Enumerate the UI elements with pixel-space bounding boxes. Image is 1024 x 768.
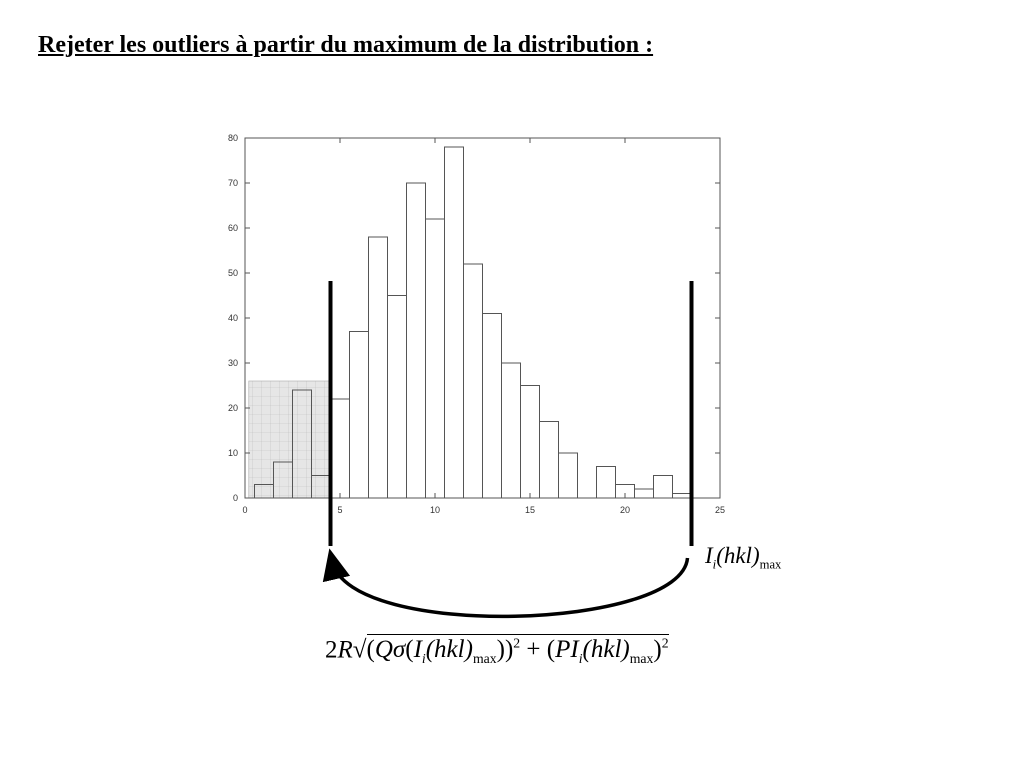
sqrt-icon: √ (352, 636, 367, 664)
formula-close3: ) (653, 636, 662, 664)
imax-args: (hkl) (716, 543, 760, 568)
y-tick-label-10: 10 (227, 448, 238, 458)
x-tick-label-15: 15 (524, 505, 536, 515)
y-tick-label-0: 0 (232, 493, 238, 503)
formula-sub-i: i (421, 651, 426, 667)
formula-p: P (555, 636, 571, 664)
x-tick-label-5: 5 (337, 505, 343, 515)
y-tick-label-60: 60 (227, 223, 238, 233)
formula-plus: + (520, 636, 547, 664)
histogram-bar-13 (502, 363, 521, 498)
histogram-bar-21 (673, 494, 692, 499)
imax-label (705, 543, 781, 573)
histogram-bar-16 (559, 453, 578, 498)
formula-open1: ( (366, 636, 375, 664)
formula-sigma: σ (392, 636, 406, 664)
threshold-formula (325, 636, 669, 667)
histogram-bar-14 (521, 386, 540, 499)
shaded-outlier-region (249, 381, 331, 498)
formula-i2: I (570, 636, 579, 664)
curved-arrow (333, 558, 688, 616)
formula-hkl: (hkl) (425, 636, 473, 664)
formula-sq1: 2 (513, 636, 521, 651)
y-tick-label-40: 40 (227, 313, 238, 323)
x-tick-label-25: 25 (714, 505, 726, 515)
histogram-bar-10 (445, 147, 464, 498)
histogram-bar-15 (540, 422, 559, 499)
y-tick-label-50: 50 (227, 268, 238, 278)
x-tick-label-0: 0 (242, 505, 248, 515)
formula-open3: ( (546, 636, 556, 664)
histogram-bar-17 (597, 467, 616, 499)
y-tick-label-70: 70 (227, 178, 238, 188)
imax-sub-i: i (712, 557, 717, 572)
formula-i: I (413, 636, 422, 664)
histogram-bar-5 (350, 332, 369, 499)
histogram-bar-7 (388, 296, 407, 499)
slide-title: Rejeter les outliers à partir du maximum de la distribution : (38, 32, 654, 58)
y-tick-label-80: 80 (227, 133, 238, 143)
formula-coef: 2 (325, 636, 338, 664)
cutoff-layer (331, 281, 692, 546)
histogram-bar-9 (426, 219, 445, 498)
histogram-bar-11 (464, 264, 483, 498)
histogram-bar-4 (331, 399, 350, 498)
formula-radicand (366, 634, 669, 667)
formula-hkl2: (hkl) (582, 636, 630, 664)
formula-close2: )) (496, 636, 514, 664)
x-tick-label-10: 10 (429, 505, 441, 515)
histogram-bar-19 (635, 489, 654, 498)
formula-sub-i2: i (578, 651, 583, 667)
imax-symbol: I (705, 543, 713, 568)
formula-sub-max: max (472, 651, 497, 667)
formula-sq2: 2 (661, 636, 669, 651)
histogram-bar-12 (483, 314, 502, 499)
histogram-bar-6 (369, 237, 388, 498)
formula-q: Q (374, 636, 393, 664)
histogram-bar-8 (407, 183, 426, 498)
formula-sub-max2: max (629, 651, 654, 667)
formula-r: R (337, 636, 353, 664)
y-tick-label-30: 30 (227, 358, 238, 368)
imax-sub-max: max (759, 557, 782, 572)
histogram-bar-20 (654, 476, 673, 499)
x-tick-label-20: 20 (619, 505, 631, 515)
formula-open2: ( (405, 636, 414, 664)
y-tick-label-20: 20 (227, 403, 238, 413)
